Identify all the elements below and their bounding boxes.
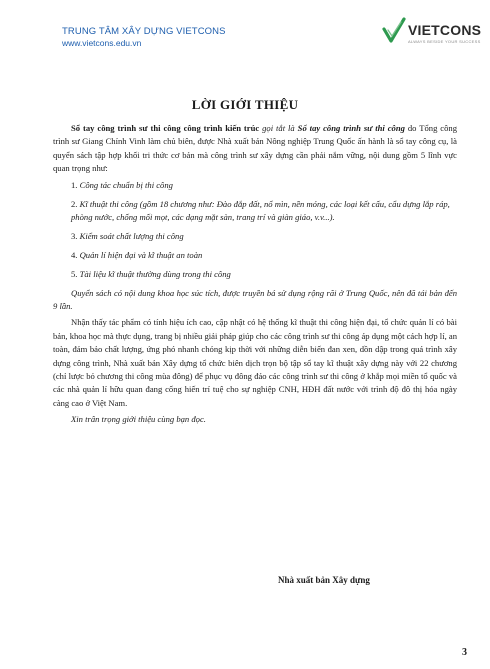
center-header <box>62 26 226 49</box>
intro-text: do Tổng công trình sư Giang Chính Vinh làm chủ biên, được Nhà xuất bản Nông nghiệp Trung Quốc ấn hành là sổ tay công cụ, là quyển sách tập hợp khối tri thức cơ bản mà công trình sư xây dựng cần phải nắm vững, nội dung gồm 5 lĩnh vực quan trọng như: <box>53 123 458 174</box>
page-number: 3 <box>462 647 467 658</box>
center-name: TRUNG TÂM XÂY DỰNG VIETCONS <box>62 26 226 37</box>
closing-line: Xin trân trọng giới thiệu cùng bạn đọc. <box>71 414 206 425</box>
list-item: 5. Tài liệu kĩ thuật thường dùng trong thi công <box>71 268 231 279</box>
list-item: 2. Kĩ thuật thi công (gồm 18 chương như: Đào đắp đất, nổ mìn, nền móng, các loại kết cấu, cẩu dựng lắp ráp, phòng nước, chống mối mọt, các dạng mặt sàn, trang trí và giàn giáo, v.v...). <box>71 198 450 222</box>
website-link[interactable]: www.vietcons.edu.vn <box>62 38 142 48</box>
translation-paragraph: Nhận thấy tác phẩm có tính hiệu ích cao, cập nhật có hệ thống kĩ thuật thi công hiện đại, tổ chức quản lí có bài bản, khoa học mà thực dụng, trang bị nhiều giải pháp giúp cho các công trình sư thi công áp dụng một cách hợp lí, an toàn, đảm bảo chất lượng, ứng phó nhanh chóng kịp thời với những diễn biến đan xen, dồn dập trong quá trình xây dựng công trình, Nhà xuất bản Xây dựng tổ chức biên dịch trọn bộ tập sổ tay kĩ thuật xây dựng này với 22 chương (chỉ lược bỏ chương thi công mùa đông) để phục vụ đông đảo các công trình sư thi công ở khắp mọi miền tổ quốc và các nhà quản lí hữu quan đang cống hiến trí tuệ cho sự nghiệp CNH, HĐH đất nước với trình độ đô thị hóa ngày càng cao ở Việt Nam. <box>53 317 457 408</box>
list-item: 1. Công tác chuẩn bị thi công <box>71 179 173 190</box>
document-body <box>53 122 457 430</box>
intro-connector: gọi tắt là <box>259 123 298 133</box>
book-title: Sổ tay công trình sư thi công công trình kiến trúc <box>71 123 260 133</box>
logo-wordmark: VIETCONS <box>408 22 482 38</box>
page-title: LỜI GIỚI THIỆU <box>191 97 299 112</box>
list-item: 4. Quản lí hiện đại và kĩ thuật an toàn <box>71 249 203 260</box>
book-short-title: Sổ tay công trình sư thi công <box>297 123 405 133</box>
publisher-signature: Nhà xuất bản Xây dựng <box>278 575 370 585</box>
list-item: 3. Kiểm soát chất lượng thi công <box>71 230 184 241</box>
reprint-paragraph: Quyển sách có nội dung khoa học súc tích, được truyền bá sử dụng rộng rãi ở Trung Quốc, nên đã tái bản đến 9 lần. <box>53 287 457 311</box>
checkmark-logo-icon <box>382 17 406 45</box>
intro-paragraph <box>53 122 457 176</box>
vietcons-logo <box>382 17 482 49</box>
logo-tagline: ALWAYS BESIDE YOUR SUCCESS <box>408 39 481 44</box>
